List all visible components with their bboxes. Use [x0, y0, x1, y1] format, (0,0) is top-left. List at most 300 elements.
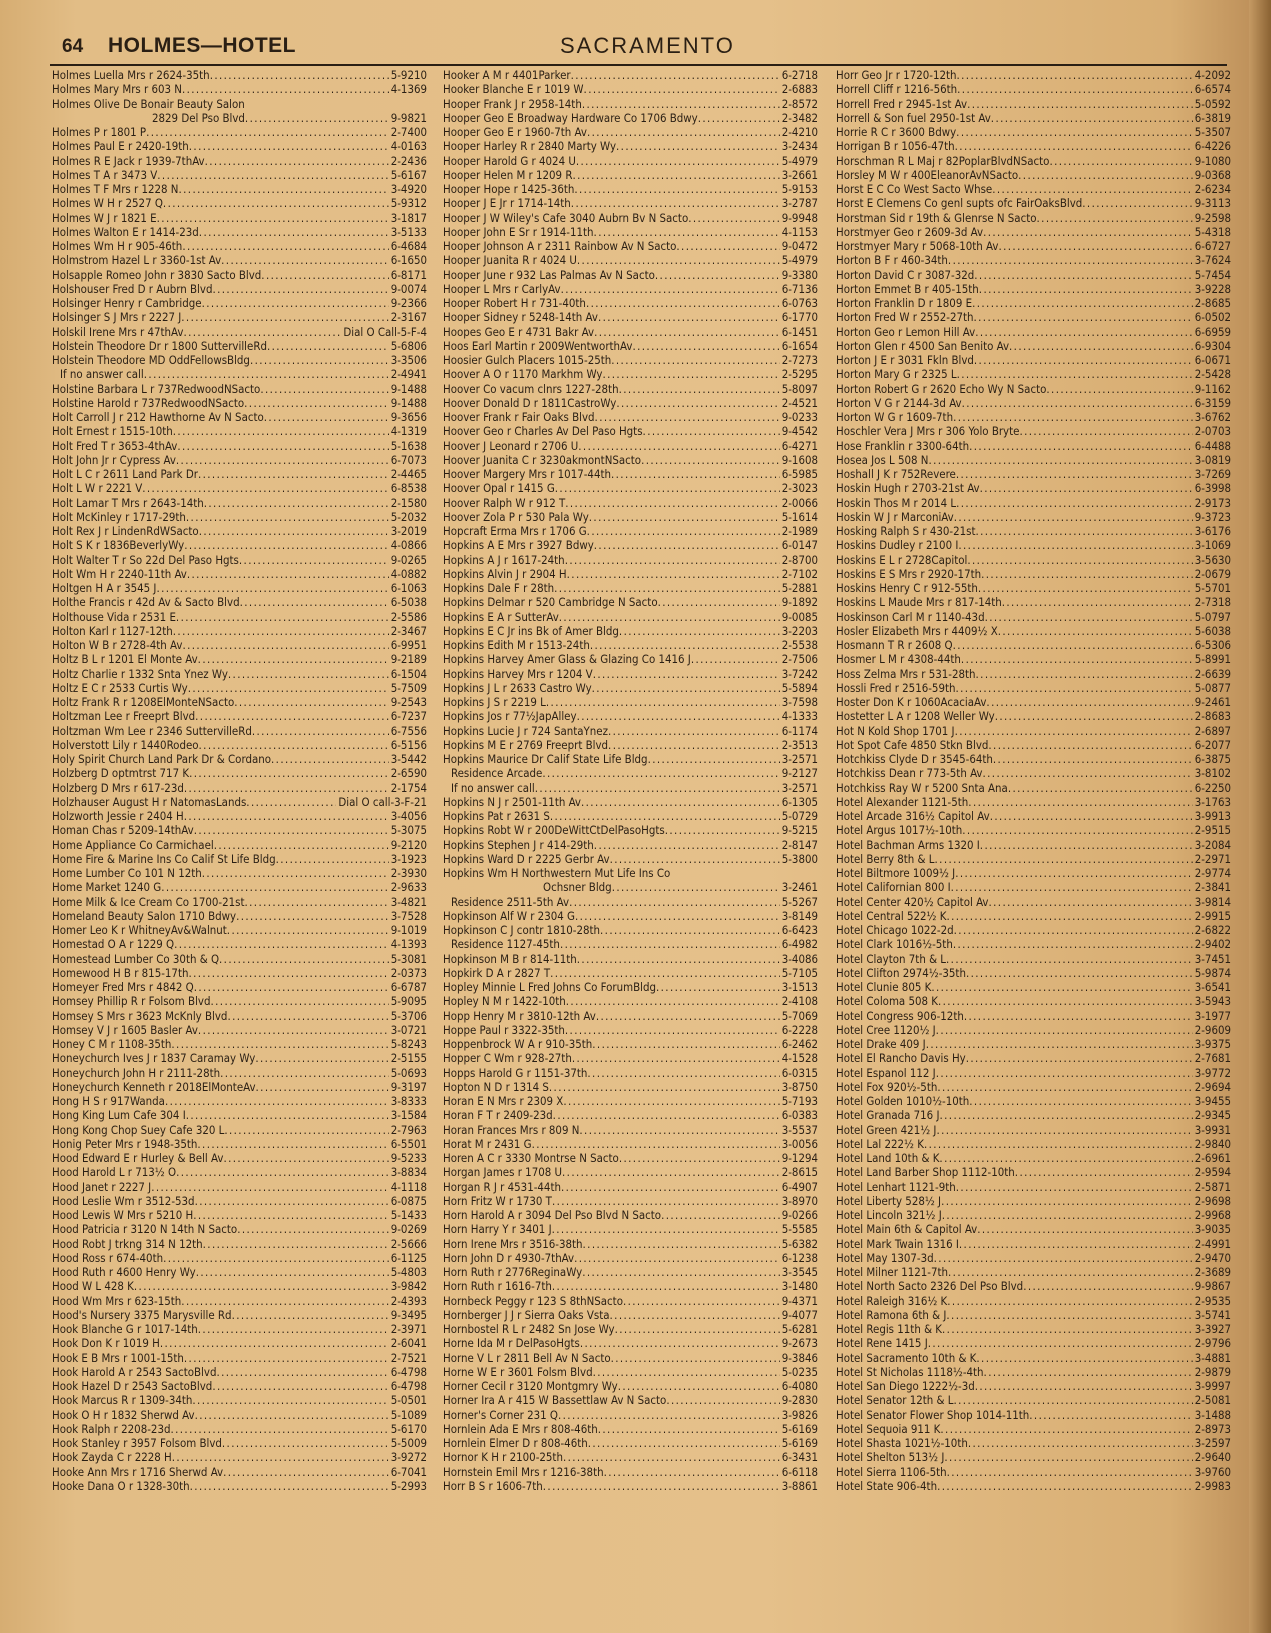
listing-entry [836, 966, 1231, 980]
leader-dots [582, 1265, 780, 1279]
listing-entry [836, 738, 1231, 752]
leader-dots [216, 1365, 388, 1379]
listing-name: Hotel Mark Twain 1316 I [836, 1236, 959, 1251]
leader-dots [565, 553, 780, 567]
leader-dots [1002, 595, 1193, 609]
listing-entry [836, 296, 1231, 310]
listing-name: Holmes T F Mrs r 1228 N [52, 182, 179, 196]
phone-number: 2-9694 [1194, 1079, 1231, 1094]
listing-name: Holmes Paul E r 2420-19th [52, 139, 189, 154]
phone-number: 2-9470 [1194, 1250, 1231, 1265]
phone-number: 9-9948 [781, 210, 818, 225]
listing-name: Hood's Nursery 3375 Marysville Rd [52, 1307, 232, 1322]
listing-entry [836, 1422, 1231, 1436]
leader-dots [958, 538, 1192, 552]
leader-dots [632, 339, 779, 353]
listing-entry [443, 880, 818, 894]
listing-name: Hopkins Wm H Northwestern Mut Life Ins Co [443, 866, 671, 880]
listing-entry [443, 353, 818, 367]
listing-name: Hotel Clark 1016½-5th [836, 937, 953, 952]
listing-name: Horn Harold A r 3094 Del Pso Blvd N Sacto [443, 1208, 662, 1222]
leader-dots [939, 1151, 1192, 1165]
listing-entry [52, 1051, 427, 1065]
phone-number: 5-2032 [390, 509, 427, 524]
phone-number: 3-7624 [1194, 253, 1231, 268]
phone-number: 9-1892 [781, 595, 818, 610]
leader-dots [941, 1194, 1193, 1208]
leader-dots [980, 481, 1193, 495]
listing-name: Hotel Golden 1010½-10th [836, 1094, 970, 1108]
listing-entry [443, 439, 818, 453]
listing-entry [443, 467, 818, 481]
listing-name: Horton Franklin D r 1809 E [836, 296, 973, 310]
listing-entry [836, 880, 1231, 894]
listing-name: Hopkins Ward D r 2225 Gerbr Av [443, 851, 610, 866]
listing-name: Hopkins A E Mrs r 3927 Bdwy [443, 538, 594, 553]
leader-dots [957, 367, 1193, 381]
phone-number: 6-5985 [781, 467, 818, 481]
phone-number: 5-9210 [390, 68, 427, 82]
phone-number: 4-1369 [390, 82, 427, 97]
phone-number: 2-2436 [390, 153, 427, 168]
listing-entry [836, 866, 1231, 880]
phone-number [816, 866, 818, 880]
leader-dots [252, 724, 389, 738]
phone-number: 2-3513 [781, 737, 818, 752]
phone-number: 9-0265 [390, 552, 427, 567]
listing-entry [443, 1208, 818, 1222]
listing-name: Hotel Central 522½ K [836, 908, 947, 923]
phone-number: 9-3113 [1194, 196, 1231, 211]
phone-number: 6-1654 [781, 338, 818, 353]
listing-entry [443, 1023, 818, 1037]
leader-dots [546, 695, 780, 709]
leader-dots [953, 638, 1193, 652]
listing-name: Horrell Fred r 2945-1st Av [836, 96, 968, 111]
phone-number: 2-4941 [390, 367, 427, 382]
leader-dots [267, 339, 389, 353]
leader-dots [199, 738, 389, 752]
leader-dots [1008, 781, 1193, 795]
leader-dots [552, 1279, 780, 1293]
listing-name: Holmstrom Hazel L r 3360-1st Av [52, 253, 222, 268]
listing-name: Hotel Sacramento 10th & K [836, 1350, 977, 1365]
listing-entry [836, 766, 1231, 780]
listing-name: Horne W E r 3601 Folsm Blvd [443, 1364, 593, 1379]
listing-name: Holmes Luella Mrs r 2624-35th [52, 68, 210, 82]
phone-number [425, 97, 427, 111]
phone-number: 9-2127 [781, 766, 818, 781]
leader-dots [589, 510, 780, 524]
listing-entry [836, 681, 1231, 695]
leader-dots [182, 82, 389, 96]
listing-name: Horton Emmet B r 405-15th [836, 281, 979, 296]
listing-name: Hoover Geo r Charles Av Del Paso Hgts [443, 424, 643, 439]
listing-entry [443, 410, 818, 424]
phone-number: 5-7105 [781, 965, 818, 980]
listing-name: Holmes W J r 1821 E [52, 210, 157, 225]
phone-number: 2-4108 [781, 994, 818, 1009]
listing-name: Home Fire & Marine Ins Co Calif St Life Bldg [52, 851, 276, 866]
leader-dots [944, 1450, 1192, 1464]
listing-entry [836, 923, 1231, 937]
leader-dots [189, 766, 389, 780]
leader-dots [198, 652, 389, 666]
listing-name: Hooper L Mrs r CarlyAv [443, 281, 561, 296]
listing-name: Horne Ida M r DelPasoHgts [443, 1336, 580, 1351]
listing-entry [52, 1123, 427, 1137]
phone-number: 5-5894 [781, 680, 818, 695]
listing-entry [836, 481, 1231, 495]
phone-number: 2-6883 [781, 82, 818, 97]
leader-dots [250, 353, 389, 367]
leader-dots [582, 97, 780, 111]
leader-dots [562, 1165, 780, 1179]
phone-number: 2-6639 [1194, 666, 1231, 681]
phone-number: 5-1089 [390, 1407, 427, 1422]
phone-number: 2-8685 [1194, 296, 1231, 310]
listing-entry [52, 353, 427, 367]
listing-entry [836, 1308, 1231, 1322]
listing-entry [52, 980, 427, 994]
listing-name: Horrell Cliff r 1216-56th [836, 82, 958, 97]
listing-name: Homeyer Fred Mrs r 4842 Q [52, 980, 194, 994]
leader-dots [572, 1051, 780, 1065]
phone-number: 5-7069 [781, 1008, 818, 1023]
leader-dots [576, 154, 780, 168]
phone-number: 3-2597 [1194, 1436, 1231, 1450]
leader-dots [198, 467, 389, 481]
phone-number: 2-9535 [1194, 1293, 1231, 1308]
listing-entry [52, 838, 427, 852]
listing-entry [52, 410, 427, 424]
phone-number: 2-0373 [390, 965, 427, 980]
phone-number: 5-0877 [1194, 680, 1231, 695]
leader-dots [193, 1208, 389, 1222]
phone-number: 3-5943 [1194, 994, 1231, 1009]
leader-dots [194, 980, 389, 994]
listing-name: Hooper Harold G r 4024 U [443, 153, 576, 168]
listing-name: Homeland Beauty Salon 1710 Bdwy [52, 908, 237, 923]
phone-number: 5-6382 [781, 1236, 818, 1251]
leader-dots [246, 795, 336, 809]
listing-name: Horn Harry Y r 3401 J [443, 1222, 552, 1237]
phone-number: 3-8970 [781, 1193, 818, 1208]
phone-number: 5-6169 [781, 1421, 818, 1436]
listing-entry [836, 538, 1231, 552]
phone-number: 2-9774 [1194, 866, 1231, 880]
phone-number: 2-9968 [1194, 1208, 1231, 1222]
phone-number: 9-3495 [390, 1307, 427, 1322]
listing-entry [443, 481, 818, 495]
phone-number: 3-1069 [1194, 538, 1231, 553]
listing-entry [836, 1151, 1231, 1165]
listing-name: Holzberg D Mrs r 617-23d [52, 780, 184, 795]
leader-dots [593, 1365, 780, 1379]
listing-entry [443, 937, 818, 951]
listing-name: Holstine Harold r 737RedwoodNSacto [52, 395, 245, 410]
listing-entry [52, 1237, 427, 1251]
leader-dots [221, 253, 389, 267]
phone-number: 3-3506 [390, 353, 427, 367]
listing-name: Hoover Opal r 1415 G [443, 481, 555, 496]
listing-name: Holtz Frank R r 1208ElMonteNSacto [52, 695, 235, 709]
listing-name: Hooper J W Wiley's Cafe 3040 Aubrn Bv N Sacto [443, 210, 689, 225]
listing-name: Hostetter L A r 1208 Weller Wy [836, 709, 995, 724]
phone-number: 3-9997 [1194, 1379, 1231, 1393]
phone-number: 5-6806 [390, 338, 427, 353]
listing-name: Hopkins Dale F r 28th [443, 581, 555, 595]
listing-name: Hotel Liberty 528½ J [836, 1193, 942, 1208]
listing-name: Homer Leo K r WhitneyAv&Walnut [52, 923, 227, 937]
leader-dots [198, 1322, 389, 1336]
listing-entry [443, 809, 818, 823]
listing-name: Hoskins E S Mrs r 2920-17th [836, 566, 982, 581]
listing-name: Hoskins Henry C r 912-55th [836, 581, 978, 595]
leader-dots [962, 823, 1192, 837]
listing-entry [836, 1336, 1231, 1350]
listing-entry [52, 111, 427, 125]
leader-dots [587, 125, 780, 139]
listing-entry [52, 553, 427, 567]
listing-entry [52, 1108, 427, 1122]
listing-entry [836, 1137, 1231, 1151]
leader-dots [577, 952, 780, 966]
leader-dots [1046, 382, 1192, 396]
leader-dots [937, 1479, 1193, 1493]
listing-name: Hoster Don K r 1060AcaciaAv [836, 695, 987, 709]
phone-number: 6-1650 [390, 253, 427, 268]
phone-number: Dial O Call-5-F-4 [343, 324, 427, 339]
listing-name: Hoover Ralph W r 912 T [443, 495, 566, 510]
listing-name: Hoskin Thos M r 2014 L [836, 495, 957, 510]
leader-dots [144, 367, 389, 381]
leader-dots [260, 382, 388, 396]
phone-number: 5-3075 [390, 823, 427, 838]
listing-name: Hotel Sierra 1106-5th [836, 1464, 947, 1479]
listing-name: Holthouse Vida r 2531 E [52, 609, 176, 624]
phone-number: 2-9345 [1194, 1108, 1231, 1123]
listing-entry [52, 923, 427, 937]
listing-entry [836, 1450, 1231, 1464]
phone-number: 2-9633 [390, 880, 427, 895]
phone-number: 5-5585 [781, 1222, 818, 1237]
phone-number: 2-6234 [1194, 182, 1231, 196]
listing-name: Hood Lewis W Mrs r 5210 H [52, 1208, 194, 1222]
listing-name: Hooper Sidney r 5248-14th Av [443, 310, 598, 325]
listing-name: Horn Irene Mrs r 3516-38th [443, 1236, 583, 1251]
listing-name: Hotel North Sacto 2326 Del Pso Blvd [836, 1279, 1024, 1294]
listing-entry [836, 823, 1231, 837]
phone-number: 3-1488 [1194, 1407, 1231, 1422]
listing-entry [52, 1393, 427, 1407]
leader-dots [587, 1066, 779, 1080]
listing-name: Horton Glen r 4500 San Benito Av [836, 338, 1010, 353]
listing-name: Holton W B r 2728-4th Av [52, 638, 183, 652]
leader-dots [975, 524, 1192, 538]
listing-entry [836, 667, 1231, 681]
listing-name: Horrigan B r 1056-47th [836, 139, 955, 154]
phone-number: 6-4798 [390, 1379, 427, 1393]
listing-name: Holt L C r 2611 Land Park Dr [52, 467, 198, 481]
leader-dots [926, 1037, 1193, 1051]
listing-entry [443, 1237, 818, 1251]
phone-number: 2-5295 [781, 367, 818, 382]
listing-entry [443, 1165, 818, 1179]
listing-entry [52, 1436, 427, 1450]
listing-name: Hong King Lum Cafe 304 I [52, 1108, 186, 1123]
listing-name: Hotchkiss Ray W r 5200 Snta Ana [836, 780, 1008, 795]
listing-name: Hook Hazel D r 2543 SactoBlvd [52, 1379, 213, 1393]
listing-entry [836, 581, 1231, 595]
listing-name: Hopkinson C J contr 1810-28th [443, 923, 601, 937]
listing-name: Home Lumber Co 101 N 12th [52, 866, 202, 880]
leader-dots [956, 125, 1193, 139]
leader-dots [186, 1108, 389, 1122]
listing-name: Hoskins E L r 2728Capitol [836, 552, 968, 567]
listing-name: Hotel Clifton 2974½-35th [836, 965, 966, 980]
listing-entry [836, 838, 1231, 852]
leader-dots [947, 1465, 1193, 1479]
phone-number: 6-8538 [390, 481, 427, 496]
phone-number: 3-2084 [1194, 837, 1231, 852]
phone-number: 5-0797 [1194, 609, 1231, 624]
leader-dots [972, 296, 1193, 310]
phone-number: 3-7528 [390, 908, 427, 923]
phone-number: 4-1153 [781, 224, 818, 239]
listing-name: Horton W G r 1609-7th [836, 410, 954, 424]
leader-dots [236, 909, 389, 923]
listing-entry [443, 496, 818, 510]
leader-dots [271, 752, 389, 766]
leader-dots [974, 353, 1193, 367]
phone-number: 2-5428 [1194, 367, 1231, 382]
leader-dots [578, 439, 779, 453]
listing-name: Horne V L r 2811 Bell Av N Sacto [443, 1350, 611, 1365]
phone-number: 5-8243 [390, 1037, 427, 1051]
listing-entry [52, 196, 427, 210]
listing-entry [836, 1436, 1231, 1450]
listing-name: Residence 2511-5th Av [451, 894, 570, 909]
listing-entry [52, 937, 427, 951]
leader-dots [183, 325, 341, 339]
phone-number: 6-4684 [390, 239, 427, 253]
leader-dots [561, 282, 780, 296]
listing-name: Holt Carroll J r 212 Hawthorne Av N Sacto [52, 410, 264, 424]
listing-name: Hood Ross r 674-40th [52, 1250, 164, 1265]
listing-entry [52, 154, 427, 168]
listing-name: Hood Leslie Wm r 3512-53d [52, 1193, 195, 1208]
leader-dots [988, 738, 1192, 752]
listing-entry [52, 97, 427, 111]
listing-name: Horr B S r 1606-7th [443, 1478, 543, 1493]
leader-dots [595, 410, 780, 424]
leader-dots [1049, 154, 1192, 168]
listing-entry [52, 610, 427, 624]
listing-entry [52, 382, 427, 396]
leader-dots [163, 1251, 389, 1265]
listing-entry [443, 1351, 818, 1365]
listing-entry [443, 325, 818, 339]
listing-name: Holmes W H r 2527 Q [52, 196, 163, 211]
listing-name: Hood Robt J trkng 314 N 12th [52, 1236, 203, 1251]
listing-entry [836, 1294, 1231, 1308]
leader-dots [182, 638, 388, 652]
listing-name: Hong H S r 917Wanda [52, 1094, 165, 1108]
leader-dots [935, 852, 1193, 866]
listing-name: Hook O H r 1832 Sherwd Av [52, 1407, 195, 1422]
listing-name: Holstein Theodore MD OddFellowsBldg [52, 353, 250, 367]
listing-entry [443, 1450, 818, 1464]
listing-name: Honeychurch Ives J r 1837 Caramay Wy [52, 1051, 256, 1066]
listing-entry [52, 1094, 427, 1108]
listing-name: Hook Ralph r 2208-23d [52, 1421, 171, 1436]
phone-number: 3-9826 [781, 1407, 818, 1422]
phone-number: 2-4521 [781, 395, 818, 410]
listing-entry [443, 82, 818, 96]
listing-name: Holmes Wm H r 905-46th [52, 239, 183, 253]
leader-dots [934, 1251, 1193, 1265]
listing-entry [52, 310, 427, 324]
leader-dots [237, 1222, 389, 1236]
leader-dots [961, 652, 1193, 666]
listing-entry [52, 439, 427, 453]
leader-dots [580, 1336, 780, 1350]
column-1 [52, 68, 427, 1493]
phone-number: 2-7521 [390, 1350, 427, 1365]
leader-dots [1019, 424, 1192, 438]
listing-entry [52, 1037, 427, 1051]
phone-number: 6-1125 [390, 1250, 427, 1265]
leader-dots [583, 1237, 780, 1251]
leader-dots [957, 82, 1193, 96]
listing-entry [836, 139, 1231, 153]
leader-dots [157, 211, 389, 225]
listing-entry [443, 339, 818, 353]
leader-dots [957, 68, 1193, 82]
listing-entry [52, 1322, 427, 1336]
leader-dots [967, 553, 1192, 567]
phone-number: 3-8834 [390, 1165, 427, 1180]
leader-dots [176, 453, 389, 467]
leader-dots [586, 296, 780, 310]
listing-name: Horst E C Co West Sacto Whse [836, 182, 993, 196]
listing-entry [443, 595, 818, 609]
phone-number: 2-9640 [1194, 1450, 1231, 1465]
listing-name: Hopkins Maurice Dr Calif State Life Bldg [443, 752, 648, 766]
listing-entry [443, 211, 818, 225]
leader-dots [665, 823, 780, 837]
leader-dots [199, 225, 389, 239]
phone-number: 2-9515 [1194, 823, 1231, 838]
leader-dots [969, 1094, 1192, 1108]
listing-name: Holmes Walton E r 1414-23d [52, 224, 199, 239]
listing-entry [443, 253, 818, 267]
phone-number: 3-1923 [390, 851, 427, 866]
listing-entry [443, 239, 818, 253]
phone-number: 6-0383 [781, 1108, 818, 1123]
leader-dots [219, 952, 389, 966]
phone-number: 5-3081 [390, 951, 427, 966]
phone-number: 2-8683 [1194, 709, 1231, 724]
leader-dots [222, 1436, 389, 1450]
listing-name: Horst E Clemens Co genl supts ofc FairOaksBlvd [836, 196, 1083, 211]
listing-entry [836, 453, 1231, 467]
listing-name: Hotel Argus 1017½-10th [836, 823, 963, 838]
leader-dots [1037, 211, 1193, 225]
leader-dots [220, 1066, 389, 1080]
listing-name: Holsinger S J Mrs r 2227 J [52, 310, 182, 325]
